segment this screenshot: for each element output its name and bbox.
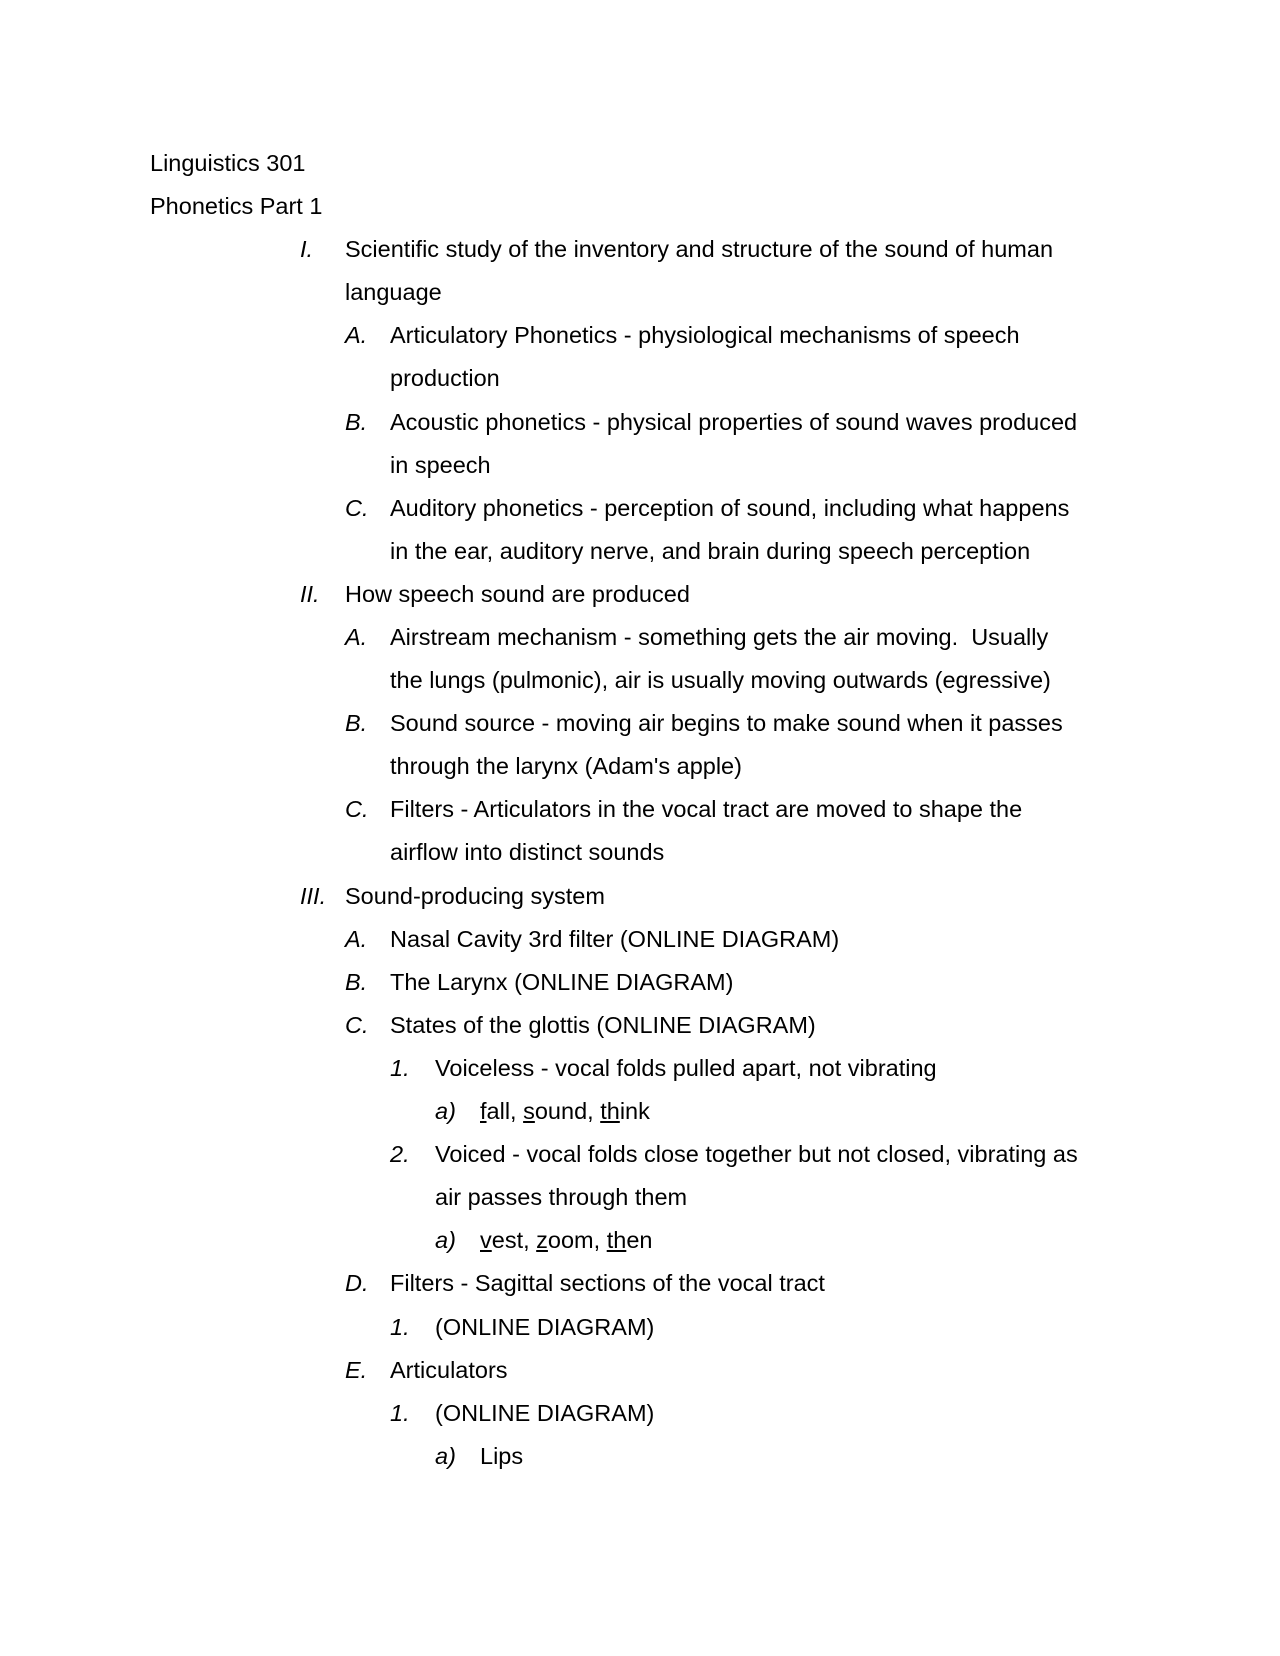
- list-item-text: in the ear, auditory nerve, and brain during speech perception: [390, 538, 1031, 564]
- list-marker: 1.: [390, 1055, 410, 1081]
- list-item-text: Articulators: [390, 1357, 508, 1383]
- list-item-text: Nasal Cavity 3rd filter (ONLINE DIAGRAM): [390, 926, 840, 952]
- list-marker: 2.: [390, 1141, 410, 1167]
- list-item-text: Filters - Sagittal sections of the vocal tract: [390, 1270, 825, 1296]
- list-marker: A.: [345, 926, 368, 952]
- underlined-letters: th: [600, 1098, 620, 1124]
- list-marker: II.: [300, 581, 320, 607]
- list-item-text: States of the glottis (ONLINE DIAGRAM): [390, 1012, 816, 1038]
- word-rest: est,: [491, 1227, 537, 1253]
- word-rest: oom,: [547, 1227, 607, 1253]
- list-marker: B.: [345, 969, 368, 995]
- list-marker: A.: [345, 322, 368, 348]
- example-words: [480, 1098, 650, 1125]
- list-marker: D.: [345, 1270, 369, 1296]
- list-marker: B.: [345, 710, 368, 736]
- course-title: Linguistics 301: [150, 150, 306, 176]
- list-item-text: Scientific study of the inventory and structure of the sound of human: [345, 236, 1054, 262]
- list-item-text: Sound source - moving air begins to make sound when it passes: [390, 710, 1063, 736]
- list-marker: A.: [345, 624, 368, 650]
- underlined-letters: f: [480, 1098, 487, 1124]
- list-marker: E.: [345, 1357, 368, 1383]
- word-rest: en: [626, 1227, 653, 1253]
- list-item-text: (ONLINE DIAGRAM): [435, 1400, 655, 1426]
- list-item-text: airflow into distinct sounds: [390, 839, 665, 865]
- list-item-text: Voiceless - vocal folds pulled apart, not vibrating: [435, 1055, 937, 1081]
- word-rest: ound,: [534, 1098, 601, 1124]
- list-marker: a): [435, 1443, 456, 1469]
- list-item-text: Voiced - vocal folds close together but not closed, vibrating as: [435, 1141, 1078, 1167]
- list-item-text: Airstream mechanism - something gets the air moving. Usually: [390, 624, 1049, 650]
- list-marker: B.: [345, 409, 368, 435]
- list-item-text: Lips: [480, 1443, 524, 1469]
- underlined-letters: z: [536, 1227, 548, 1253]
- list-marker: I.: [300, 236, 314, 262]
- list-marker: C.: [345, 1012, 369, 1038]
- document-title: Phonetics Part 1: [150, 193, 323, 219]
- list-item-text: The Larynx (ONLINE DIAGRAM): [390, 969, 734, 995]
- list-item-text: in speech: [390, 452, 491, 478]
- list-marker: C.: [345, 495, 369, 521]
- underlined-letters: v: [480, 1227, 492, 1253]
- list-marker: 1.: [390, 1314, 410, 1340]
- list-item-text: Acoustic phonetics - physical properties of sound waves produced: [390, 409, 1078, 435]
- list-item-text: (ONLINE DIAGRAM): [435, 1314, 655, 1340]
- list-item-text: language: [345, 279, 442, 305]
- word-rest: ink: [619, 1098, 650, 1124]
- list-marker: C.: [345, 796, 369, 822]
- list-item-text: Filters - Articulators in the vocal tract are moved to shape the: [390, 796, 1023, 822]
- list-item-text: through the larynx (Adam's apple): [390, 753, 742, 779]
- list-item-text: Auditory phonetics - perception of sound, including what happens: [390, 495, 1070, 521]
- list-marker: III.: [300, 883, 327, 909]
- list-item-text: the lungs (pulmonic), air is usually moving outwards (egressive): [390, 667, 1051, 693]
- list-marker: 1.: [390, 1400, 410, 1426]
- list-item-text: air passes through them: [435, 1184, 688, 1210]
- list-marker: a): [435, 1227, 456, 1253]
- list-marker: a): [435, 1098, 456, 1124]
- example-words: [480, 1227, 652, 1254]
- underlined-letters: s: [523, 1098, 535, 1124]
- underlined-letters: th: [606, 1227, 627, 1253]
- list-item-text: production: [390, 365, 500, 391]
- list-item-text: Articulatory Phonetics - physiological mechanisms of speech: [390, 322, 1020, 348]
- list-item-text: Sound-producing system: [345, 883, 605, 909]
- word-rest: all,: [486, 1098, 524, 1124]
- list-item-text: How speech sound are produced: [345, 581, 690, 607]
